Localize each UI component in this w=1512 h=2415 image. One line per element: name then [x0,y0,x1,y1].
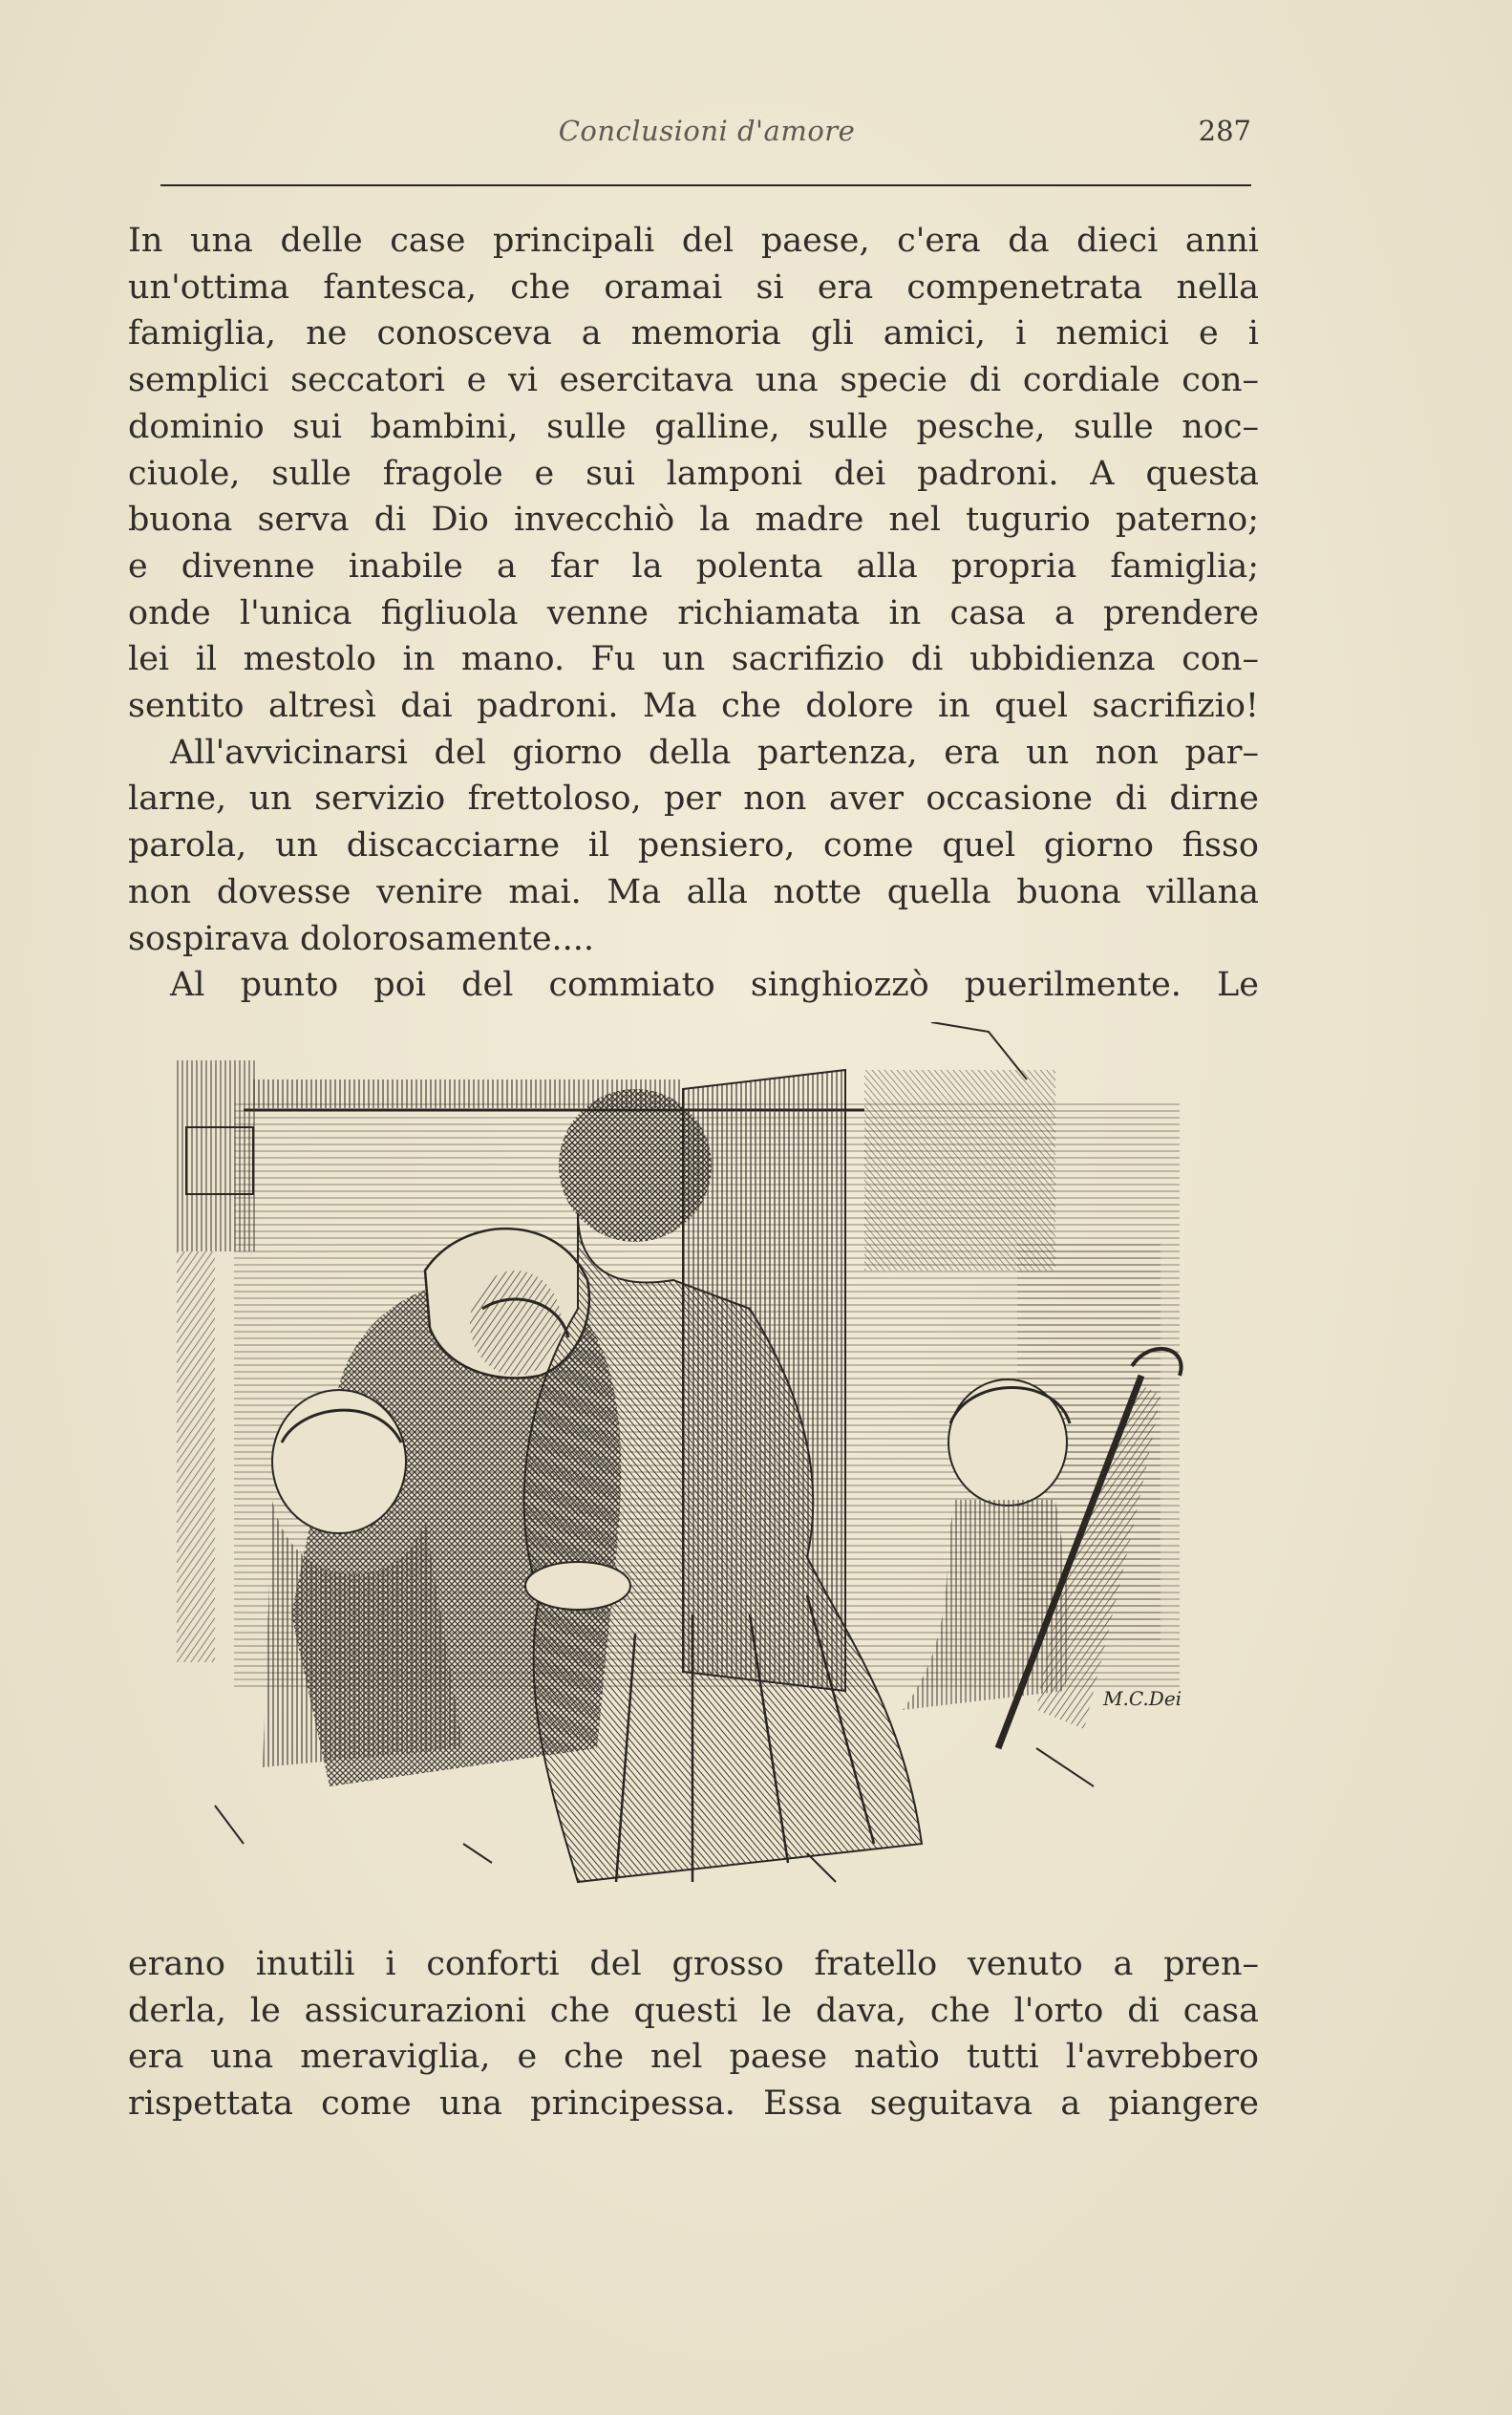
text-line: dominio sui bambini, sulle galline, sulle pesche, sulle noc– [128,407,1259,446]
page-number: 287 [1198,115,1251,147]
text-line: onde l'unica figliuola venne richiamata in casa a prendere [128,593,1259,632]
text-line: non dovesse venire mai. Ma alla notte quella buona villana [128,872,1259,911]
text-line: buona serva di Dio invecchiò la madre nel tugurio paterno; [128,501,1259,540]
text-block-top [128,218,1259,1009]
text-line: semplici seccatori e vi esercitava una specie di cordiale con– [128,361,1259,400]
header-rule [160,184,1251,186]
text-line: era una meraviglia, e che nel paese natìo tutti l'avrebbero [128,2038,1259,2077]
text-line: rispettata come una principessa. Essa seguitava a piangere [128,2084,1259,2124]
text-line: e divenne inabile a far la polenta alla propria famiglia; [128,546,1259,586]
text-line: famiglia, ne conosceva a memoria gli amici, i nemici e i [128,314,1259,353]
text-line: larne, un servizio frettoloso, per non aver occasione di dirne [128,780,1259,819]
page-header [162,107,1251,155]
text-line: sentito altresì dai padroni. Ma che dolore in quel sacrifizio! [128,687,1259,726]
engraving-farewell-scene [177,1022,1237,1901]
text-line: erano inutili i conforti del grosso fratello venuto a pren– [128,1945,1259,1983]
text-line: Al punto poi del commiato singhiozzò puerilmente. Le [170,966,1259,1005]
text-line: All'avvicinarsi del giorno della partenza, era un non par– [170,733,1259,772]
illustration-signature: M.C.Dei [1103,1687,1182,1710]
engraved-illustration [177,1022,1237,1901]
text-line: parola, un discacciarne il pensiero, come quel giorno fisso [128,826,1259,866]
text-line: un'ottima fantesca, che oramai si era compenetrata nella [128,267,1259,307]
text-line: derla, le assicurazioni che questi le dava, che l'orto di casa [128,1991,1259,2030]
text-line: ciuole, sulle fragole e sui lamponi dei padroni. A questa [128,454,1259,493]
text-line: lei il mestolo in mano. Fu un sacrifizio di ubbidienza con– [128,640,1259,679]
text-block-bottom [128,1941,1259,2127]
text-line: sospirava dolorosamente.... [128,919,595,958]
running-title: Conclusioni d'amore [558,115,856,147]
text-line: In una delle case principali del paese, c'era da dieci anni [128,222,1259,260]
